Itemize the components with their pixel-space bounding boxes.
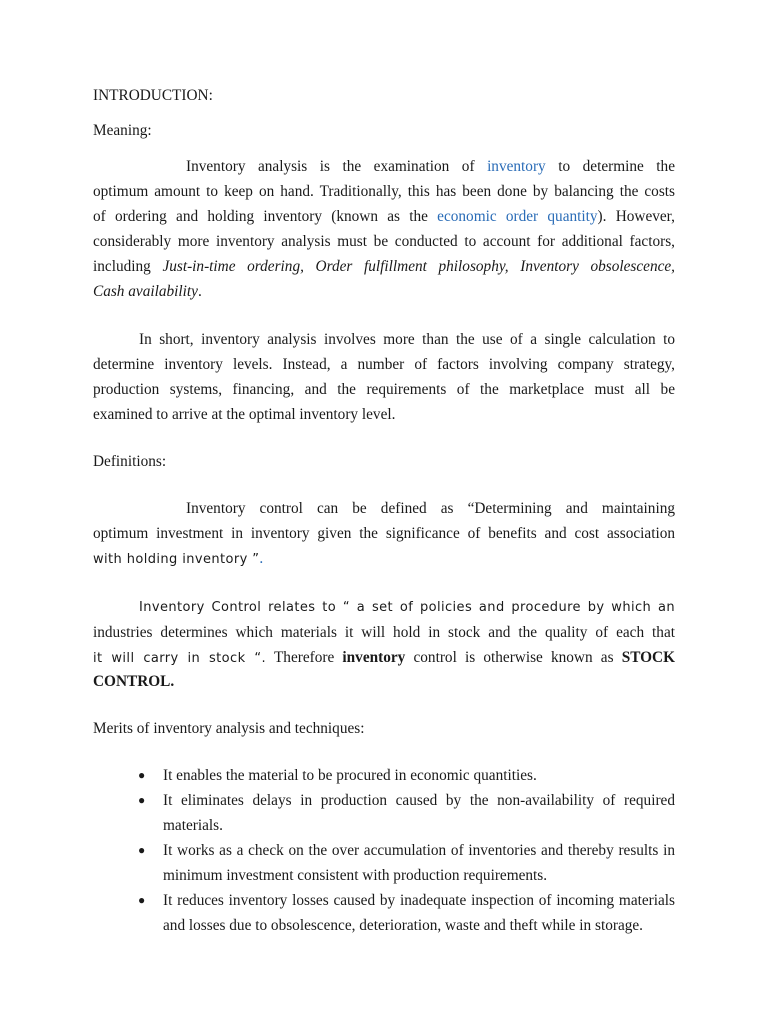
short-line-3: production systems, financing, and the requirements of the marketplace must all be [93,381,675,398]
economic-order-quantity-link[interactable]: economic order quantity [437,208,598,225]
def1-line-1: Inventory control can be defined as “Determining and maintaining [186,500,675,517]
def2-line-1: Inventory Control relates to “ a set of policies and procedure by which an [139,600,675,615]
def2-line-4: CONTROL. [93,673,175,690]
bullet-icon: ● [138,793,146,807]
meaning-line-5: including Just-in-time ordering, Order fulfillment philosophy, Inventory obsolescence, [93,258,676,275]
meaning-line-3: of ordering and holding inventory (known as the economic order quantity). However, [93,208,675,225]
def2-line-3: it will carry in stock “. Therefore inventory control is otherwise known as STOCK [93,649,675,666]
definition-1 [93,496,675,546]
meaning-label: Meaning: [93,122,152,139]
short-paragraph [93,327,675,402]
merits-list [93,763,675,938]
meaning-line-1: Inventory analysis is the examination of inventory to determine the [186,158,675,175]
short-line-2: determine inventory levels. Instead, a number of factors involving company strategy, [93,356,675,373]
short-line-4: examined to arrive at the optimal inventory level. [93,406,396,423]
def1-line-2: optimum investment in inventory given the significance of benefits and cost association [93,525,675,542]
definition-2 [93,594,675,671]
introduction-heading: INTRODUCTION: [93,87,213,104]
merit-item-2: ● It eliminates delays in production caused by the non-availability of required materials. [93,788,675,838]
merit-item-3: ● It works as a check on the over accumulation of inventories and thereby results in minimum investment consistent with production requirements. [93,838,675,888]
meaning-line-2: optimum amount to keep on hand. Traditionally, this has been done by balancing the costs [93,183,675,200]
meaning-line-4: considerably more inventory analysis must be conducted to account for additional factors, [93,233,675,250]
def1-line-3: with holding inventory ”. [93,550,264,567]
meaning-line-6: Cash availability. [93,283,202,300]
bullet-icon: ● [138,893,146,907]
merits-label: Merits of inventory analysis and techniques: [93,720,365,737]
short-line-1: In short, inventory analysis involves more than the use of a single calculation to [139,331,675,348]
bullet-icon: ● [138,843,146,857]
inventory-link[interactable]: inventory [487,158,546,175]
merit-item-4: ● It reduces inventory losses caused by inadequate inspection of incoming materials and losses due to obsolescence, deterioration, waste and theft while in storage. [93,888,675,938]
meaning-paragraph [93,154,675,279]
def2-line-2: industries determines which materials it will hold in stock and the quality of each that [93,624,675,641]
bullet-icon: ● [138,768,146,782]
merit-item-1: ● It enables the material to be procured in economic quantities. [93,763,675,788]
definitions-label: Definitions: [93,453,167,470]
